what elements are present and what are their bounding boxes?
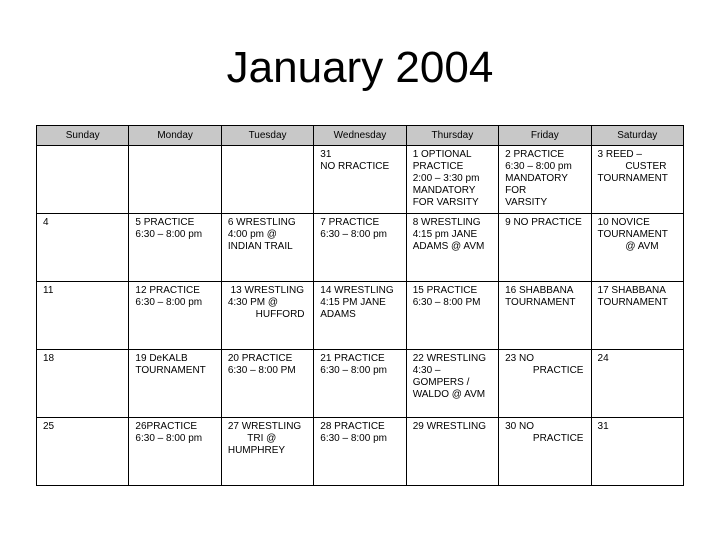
day-cell: 19 DeKALB TOURNAMENT [129, 350, 221, 418]
day-cell: 24 [591, 350, 683, 418]
day-cell [37, 146, 129, 214]
header-thursday: Thursday [406, 126, 498, 146]
day-cell: 29 WRESTLING [406, 418, 498, 486]
week-row-4 [37, 350, 684, 418]
day-cell: 5 PRACTICE 6:30 – 8:00 pm [129, 214, 221, 282]
page-title: January 2004 [226, 43, 494, 92]
day-cell [221, 146, 313, 214]
day-cell: 17 SHABBANA TOURNAMENT [591, 282, 683, 350]
day-cell: 2 PRACTICE 6:30 – 8:00 pm MANDATORY FOR VARSITY [499, 146, 591, 214]
day-cell: 12 PRACTICE 6:30 – 8:00 pm [129, 282, 221, 350]
calendar-table [36, 125, 684, 486]
week-row-1 [37, 146, 684, 214]
day-cell: 31 NO RRACTICE [314, 146, 406, 214]
day-cell: 26PRACTICE 6:30 – 8:00 pm [129, 418, 221, 486]
week-row-5 [37, 418, 684, 486]
day-cell: 3 REED – CUSTER TOURNAMENT [591, 146, 683, 214]
header-monday: Monday [129, 126, 221, 146]
day-cell: 8 WRESTLING 4:15 pm JANE ADAMS @ AVM [406, 214, 498, 282]
day-cell: 7 PRACTICE 6:30 – 8:00 pm [314, 214, 406, 282]
day-cell: 23 NO PRACTICE [499, 350, 591, 418]
day-cell: 13 WRESTLING 4:30 PM @ HUFFORD [221, 282, 313, 350]
day-cell: 18 [37, 350, 129, 418]
day-cell: 1 OPTIONAL PRACTICE 2:00 – 3:30 pm MANDATORY FOR VARSITY [406, 146, 498, 214]
weekday-header-row [37, 126, 684, 146]
header-sunday: Sunday [37, 126, 129, 146]
day-cell: 16 SHABBANA TOURNAMENT [499, 282, 591, 350]
day-cell: 10 NOVICE TOURNAMENT @ AVM [591, 214, 683, 282]
header-tuesday: Tuesday [221, 126, 313, 146]
day-cell: 11 [37, 282, 129, 350]
day-cell: 20 PRACTICE 6:30 – 8:00 PM [221, 350, 313, 418]
week-row-2 [37, 214, 684, 282]
day-cell: 6 WRESTLING 4:00 pm @ INDIAN TRAIL [221, 214, 313, 282]
week-row-3 [37, 282, 684, 350]
day-cell: 30 NO PRACTICE [499, 418, 591, 486]
day-cell: 31 [591, 418, 683, 486]
day-cell: 25 [37, 418, 129, 486]
day-cell: 14 WRESTLING 4:15 PM JANE ADAMS [314, 282, 406, 350]
day-cell: 4 [37, 214, 129, 282]
header-friday: Friday [499, 126, 591, 146]
day-cell [129, 146, 221, 214]
header-saturday: Saturday [591, 126, 683, 146]
header-wednesday: Wednesday [314, 126, 406, 146]
day-cell: 15 PRACTICE 6:30 – 8:00 PM [406, 282, 498, 350]
day-cell: 22 WRESTLING 4:30 – GOMPERS / WALDO @ AVM [406, 350, 498, 418]
day-cell: 21 PRACTICE 6:30 – 8:00 pm [314, 350, 406, 418]
day-cell: 28 PRACTICE 6:30 – 8:00 pm [314, 418, 406, 486]
day-cell: 27 WRESTLING TRI @ HUMPHREY [221, 418, 313, 486]
day-cell: 9 NO PRACTICE [499, 214, 591, 282]
